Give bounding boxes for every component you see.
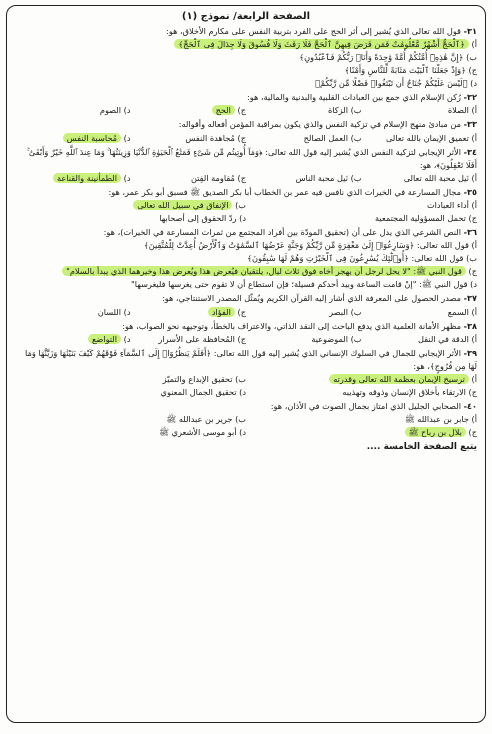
answer-option[interactable]: [246, 413, 477, 426]
question-block: [15, 320, 477, 346]
question-stem: مجال المسارعة في الخيرات الذي نافس فيه عمر بن الخطاب أبا بكر الصديق ﷺ فسبق أبو بكر عمر، هو:: [108, 187, 461, 198]
option-letter: د): [123, 105, 131, 116]
question-stem: قول الله تعالى الذي يُشير إلى أثر الحج على الفرد بتربية النفس على مكارم الأخلاق، هو:: [166, 26, 461, 36]
question-block: [15, 226, 477, 291]
answer-option[interactable]: [15, 373, 246, 386]
option-text: العمل الصالح: [303, 132, 348, 143]
question-stem: الصحابي الجليل الذي امتاز بجمال الصوت في الأذان، هو:: [270, 401, 461, 412]
option-text: الزكاة: [328, 105, 348, 116]
question-block: [15, 118, 477, 144]
question-number: ٣٦-: [463, 227, 477, 238]
answer-option[interactable]: [15, 132, 131, 145]
option-text: نَيل محبة الله تعالى: [403, 173, 469, 184]
option-text: جرير بن عبدالله ﷺ: [166, 414, 233, 425]
answer-option[interactable]: [362, 172, 478, 185]
continue-note: يتبع الصفحة الخامسة ....: [366, 442, 477, 453]
answer-option[interactable]: [131, 306, 247, 319]
option-text: أبو موسى الأشعري ﷺ: [159, 427, 237, 438]
question-number: ٣٣-: [463, 119, 477, 130]
option-letter: ب): [235, 374, 246, 385]
answer-option[interactable]: [246, 104, 362, 117]
question-text: [15, 146, 477, 172]
option-letter: ج): [237, 105, 246, 116]
answer-option[interactable]: [315, 78, 477, 88]
options-list: [15, 239, 477, 291]
answer-option[interactable]: [247, 253, 477, 263]
option-letter: د): [239, 213, 246, 224]
option-text: المُحافظة على الأسرار: [158, 333, 235, 344]
selected-answer-text: التواضع: [88, 334, 121, 344]
option-letter: ب): [466, 52, 477, 63]
option-letter: أ): [471, 374, 477, 385]
options-grid: [15, 172, 477, 185]
options-pair-row: [15, 413, 477, 426]
option-text: ردّ الحقوق إلى أصحابها: [159, 213, 237, 224]
options-pair-row: [15, 426, 477, 439]
option-letter: د): [470, 279, 477, 290]
option-letter: ج): [468, 427, 477, 438]
option-letter: أ): [471, 173, 477, 184]
option-text: جابر بن عبدالله ﷺ: [404, 414, 469, 425]
options-pair-row: [15, 386, 477, 399]
question-number: ٣٩-: [463, 347, 477, 358]
option-letter: د): [470, 78, 477, 89]
option-text: الموضوعية: [311, 333, 348, 344]
option-row: [15, 64, 477, 77]
selected-answer-text: الطمأنينة والقناعة: [53, 173, 121, 183]
answer-option[interactable]: [362, 104, 478, 117]
question-text: [15, 118, 477, 131]
option-letter: د): [123, 132, 131, 143]
answer-option[interactable]: [131, 279, 477, 289]
answer-option[interactable]: [246, 426, 477, 439]
option-text: ﴿وَإِذْ جَعَلْنَا ٱلْبَيْتَ مَثَابَةً لِّلنَّاسِ وَأَمْنًا﴾: [344, 65, 466, 76]
question-stem: مصدر الحصول على المعرفة الذي أشار إليه القرآن الكريم ويُمثّل المصدر الاستنتاجي، هو:: [162, 293, 461, 304]
option-letter: ب): [350, 173, 362, 184]
option-text: أداء العبادات: [426, 200, 469, 211]
selected-answer-text: قول النبي ﷺ: "لا يحل لرجل أن يهجر أخاه فوق ثلاث ليال، يلتقيان فيُعرض هذا ويُعرض هذا وخيرهما الذي يبدأ بالسلام": [62, 266, 466, 276]
option-letter: ج): [468, 65, 477, 76]
answer-option[interactable]: [15, 212, 246, 225]
answer-option[interactable]: [246, 386, 477, 399]
question-block: [15, 146, 477, 185]
option-letter: ب): [466, 253, 477, 264]
question-block: [15, 25, 477, 90]
answer-option[interactable]: [131, 172, 247, 185]
answer-option[interactable]: [15, 306, 131, 319]
exam-page: [6, 5, 486, 723]
option-row: [15, 265, 477, 278]
option-letter: ج): [237, 333, 246, 344]
option-letter: أ): [471, 132, 477, 143]
question-stem: مظهر الأمانة العلمية الذي يدفع الباحث إلى النقد الذاتي، والاعتراف بالخطأ، وتوجيهه نحو الصواب، هو:: [122, 320, 461, 331]
option-text: تحقيق الجمال المعنوي: [160, 387, 237, 398]
selected-answer-text: بلال بن رباح ﷺ: [405, 427, 466, 437]
option-letter: ب): [235, 414, 246, 425]
option-text: السمع: [447, 306, 469, 317]
option-letter: أ): [471, 105, 477, 116]
option-text: قول النبي ﷺ: "إنْ قامت الساعة وبيد أحدكم فسيلة؛ فإن استطاع أن لا تقوم حتى يغرسها فليغرسها": [131, 279, 468, 290]
answer-option[interactable]: [246, 333, 362, 346]
option-letter: د): [239, 387, 246, 398]
options-grid: [15, 132, 477, 145]
option-text: البصر: [329, 306, 348, 317]
question-text: [15, 186, 477, 199]
option-row: [15, 38, 477, 51]
answer-option[interactable]: [15, 104, 131, 117]
option-letter: د): [123, 333, 131, 344]
option-letter: أ): [471, 414, 477, 425]
option-letter: ب): [350, 105, 362, 116]
answer-option[interactable]: [62, 266, 477, 276]
option-letter: ب): [235, 200, 246, 211]
question-text: [15, 91, 477, 104]
option-text: اللسان: [97, 306, 122, 317]
option-letter: أ): [471, 200, 477, 211]
option-text: تعميق الإيمان بالله تعالى: [385, 132, 469, 143]
options-pair-row: [15, 373, 477, 386]
question-number: ٣٧-: [463, 293, 477, 304]
options-grid: [15, 104, 477, 117]
options-pair-row: [15, 212, 477, 225]
answer-option[interactable]: [15, 333, 131, 346]
question-number: ٣٢-: [463, 92, 477, 103]
question-stem: الأثر الإيجابي لتزكية النفس الذي يُشير إليه قول الله تعالى: ﴿وَمَآ أُوتِيتُم مِّن شَىْءٍ فَمَتَٰعُ ٱلْحَيَوٰةِ ٱلدُّنْيَا وَزِينَتُهَا ۚ وَمَا عِندَ ٱللَّهِ خَيْرٌ وَأَبْقَىٰٓ ۚ أَفَلَا تَعْقِلُونَ﴾، هو:: [26, 146, 477, 170]
question-stem: من مبادئ منهج الإسلام في تزكية النفس والذي يكون بمراقبة المؤمن أفعاله وأقواله:: [178, 119, 461, 130]
option-text: قول الله تعالى: ﴿أُو۟لَٰٓئِكَ يُسَٰرِعُونَ فِى ٱلْخَيْرَٰتِ وَهُمْ لَهَا سَٰبِقُونَ﴾: [247, 253, 464, 264]
option-letter: أ): [471, 306, 477, 317]
option-row: [15, 252, 477, 265]
selected-answer-text: ترسيخ الإيمان بعظمة الله تعالى وقدرته: [329, 374, 469, 384]
option-text: ﴿لَيْسَ عَلَيْكُمْ جُنَاحٌ أَن تَبْتَغُوا۟ فَضْلًا مِّن رَّبِّكُمْ﴾: [315, 78, 468, 89]
question-block: [15, 400, 477, 439]
answer-option[interactable]: [246, 212, 477, 225]
option-letter: ج): [237, 173, 246, 184]
selected-answer-text: مُحاسبة النفس: [63, 133, 121, 143]
option-letter: د): [239, 427, 246, 438]
option-text: الصوم: [99, 105, 122, 116]
option-letter: أ): [471, 39, 477, 50]
answer-option[interactable]: [15, 386, 246, 399]
option-text: تحمل المسؤولية المجتمعية: [375, 213, 466, 224]
options-list: [15, 38, 477, 90]
answer-option[interactable]: [131, 333, 247, 346]
question-number: ٣٨-: [463, 320, 477, 331]
option-letter: ج): [468, 213, 477, 224]
answer-option[interactable]: [246, 199, 477, 212]
option-text: نَيل محبة الناس: [295, 173, 348, 184]
option-letter: أ): [471, 240, 477, 251]
question-text: [15, 25, 477, 38]
selected-answer-text: الإنفاق في سبيل الله تعالى: [133, 200, 232, 210]
option-row: [15, 77, 477, 90]
option-letter: أ): [471, 333, 477, 344]
option-letter: د): [123, 306, 131, 317]
option-letter: ج): [237, 306, 246, 317]
question-block: [15, 292, 477, 318]
question-stem: الأثر الإيجابي للجمال في السلوك الإنساني الذي يُشير إليه قول الله تعالى: ﴿أَفَلَمْ يَنظُرُوٓا۟ إِلَى ٱلسَّمَآءِ فَوْقَهُمْ كَيْفَ بَنَيْنَٰهَا وَزَيَّنَّٰهَا وَمَا لَهَا مِن فُرُوجٍ﴾، هو:: [24, 347, 477, 372]
questions-list: [15, 25, 477, 439]
option-text: ﴿إِنَّ هَٰذِهِۦٓ أُمَّتُكُمْ أُمَّةً وَٰحِدَةً وَأَنَا۠ رَبُّكُمْ فَٱعْبُدُونِ﴾: [299, 52, 464, 63]
question-stem: رُكن الإسلام الذي جمع بين العبادات القلبية والبدنية والمالية، هو:: [246, 92, 461, 103]
answer-option[interactable]: [246, 132, 362, 145]
option-letter: ب): [350, 132, 362, 143]
option-text: مُجاهدة النفس: [185, 132, 235, 143]
answer-option[interactable]: [144, 240, 477, 250]
answer-option[interactable]: [15, 199, 246, 212]
answer-option[interactable]: [362, 132, 478, 145]
answer-option[interactable]: [15, 426, 246, 439]
question-block: [15, 91, 477, 117]
option-letter: ج): [237, 132, 246, 143]
question-stem: النص الشرعي الذي يدل على أن (تحقيق المودّة بين أفراد المجتمع من ثمرات المسارعة في الخيرات)، هو:: [103, 227, 461, 238]
selected-answer-text: الفؤاد: [208, 307, 235, 317]
answer-option[interactable]: [246, 172, 362, 185]
option-letter: ج): [468, 387, 477, 398]
question-number: ٣٥-: [463, 187, 477, 198]
answer-option[interactable]: [15, 172, 131, 185]
question-number: ٤٠-: [463, 401, 477, 412]
answer-option[interactable]: [131, 104, 247, 117]
selected-answer-text: ﴿ٱلْحَجُّ أَشْهُرٌ مَّعْلُومَٰتٌ فَمَن فَرَضَ فِيهِنَّ ٱلْحَجَّ فَلَا رَفَثَ وَلَا فُسُوقَ وَلَا جِدَالَ فِى ٱلْحَجِّ﴾: [174, 39, 468, 49]
option-row: [15, 51, 477, 64]
option-letter: ج): [468, 266, 477, 277]
selected-answer-text: الحج: [212, 105, 235, 115]
options-grid: [15, 306, 477, 319]
option-letter: ب): [350, 306, 362, 317]
option-text: تحقيق الإبداع والتميّز: [162, 374, 233, 385]
answer-option[interactable]: [362, 333, 478, 346]
option-text: مُقاومة الفِتن: [190, 173, 235, 184]
option-row: [15, 239, 477, 252]
question-text: [15, 400, 477, 413]
question-block: [15, 186, 477, 225]
answer-option[interactable]: [131, 132, 247, 145]
answer-option[interactable]: [345, 65, 477, 75]
question-text: [15, 347, 477, 373]
question-text: [15, 226, 477, 239]
answer-option[interactable]: [362, 306, 478, 319]
option-letter: د): [123, 173, 131, 184]
question-text: [15, 320, 477, 333]
question-text: [15, 292, 477, 305]
answer-option[interactable]: [246, 373, 477, 386]
question-number: ٣٤-: [463, 146, 477, 157]
option-text: قول الله تعالى: ﴿وَسَارِعُوٓا۟ إِلَىٰ مَغْفِرَةٍ مِّن رَّبِّكُمْ وَجَنَّةٍ عَرْضُهَا ٱلسَّمَٰوَٰتُ وَٱلْأَرْضُ أُعِدَّتْ لِلْمُتَّقِينَ﴾: [143, 240, 469, 251]
option-row: [15, 278, 477, 291]
options-grid: [15, 333, 477, 346]
answer-option[interactable]: [15, 413, 246, 426]
options-pair-row: [15, 199, 477, 212]
option-text: الارتقاء بأخلاق الإنسان وذوقه وتهذيبه: [342, 387, 466, 398]
question-number: ٣١-: [463, 26, 477, 36]
answer-option[interactable]: [174, 39, 477, 49]
answer-option[interactable]: [246, 306, 362, 319]
option-text: الصلاة: [447, 105, 469, 116]
page-title: الصفحة الرابعة/ نموذج (١): [181, 11, 311, 22]
answer-option[interactable]: [299, 52, 477, 62]
option-letter: ب): [350, 333, 362, 344]
question-block: [15, 347, 477, 399]
option-text: الدقة في النقل: [418, 333, 469, 344]
